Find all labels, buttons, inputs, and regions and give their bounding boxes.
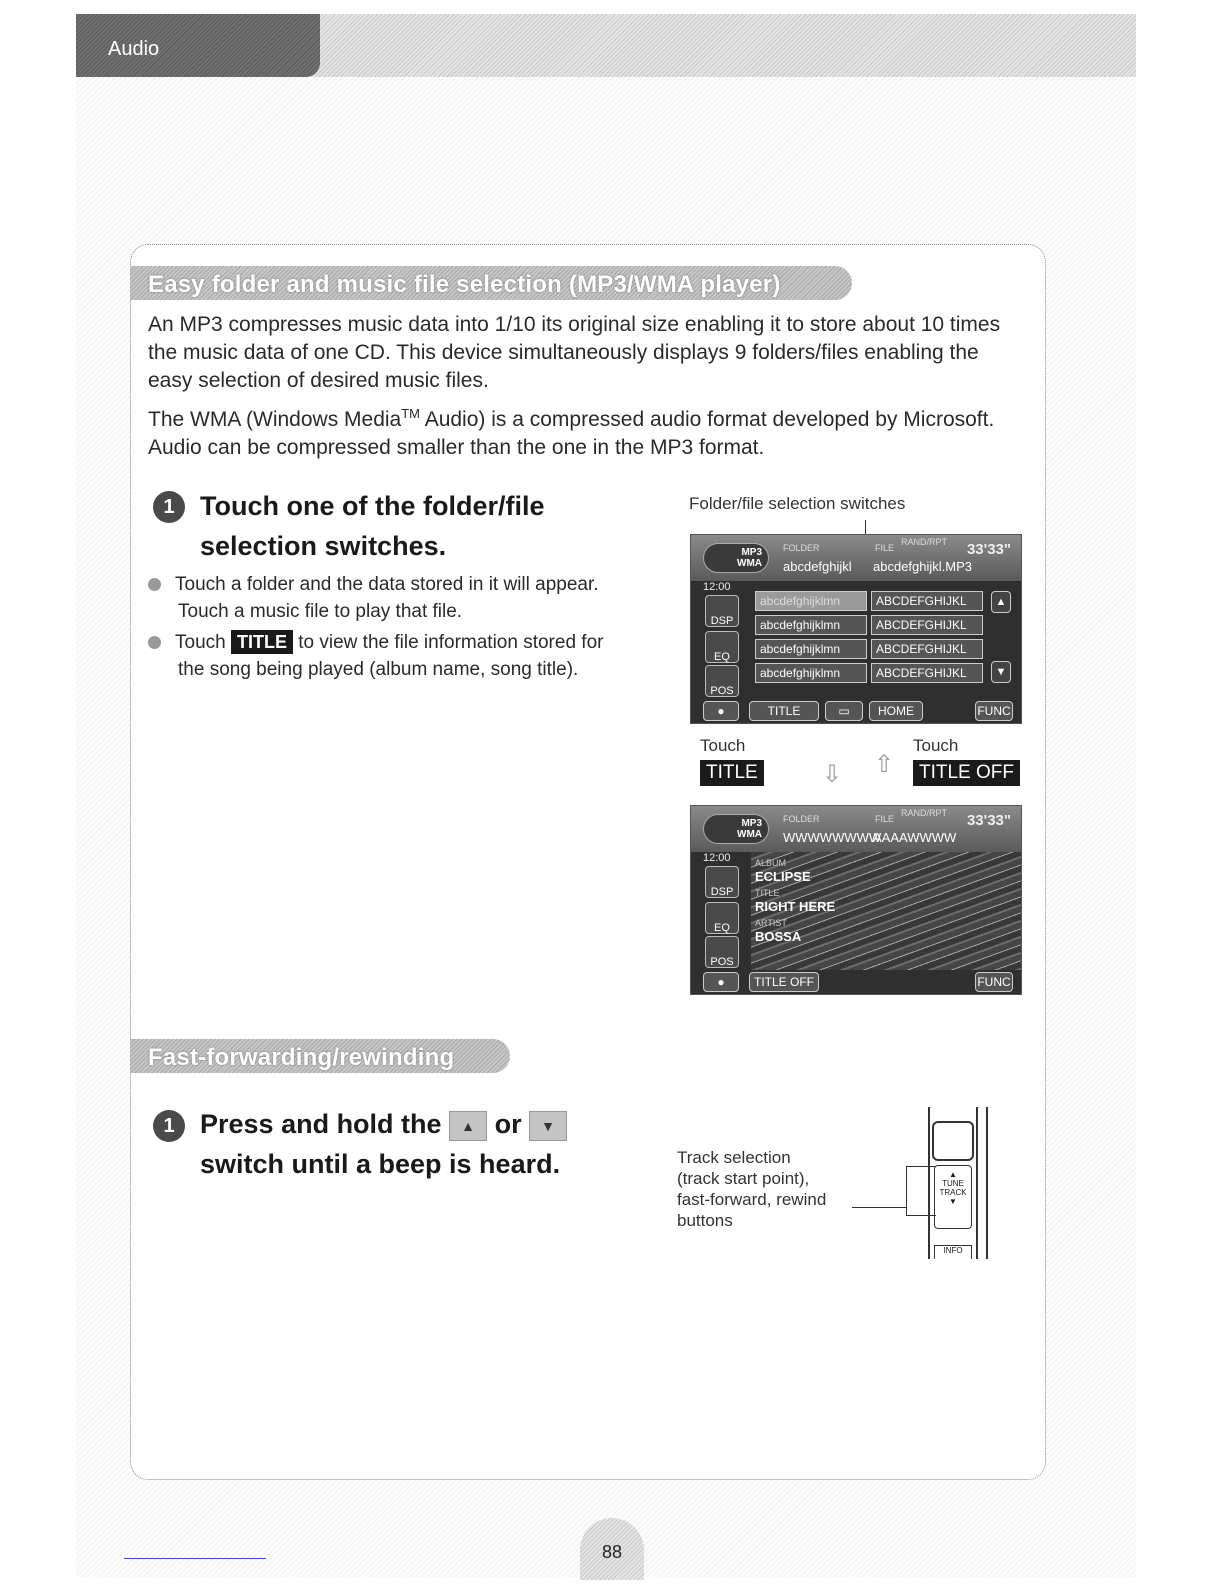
title-off-key-label: TITLE OFF [913,760,1020,786]
file-label: FILE [875,543,895,553]
step-number-badge: 1 [153,1110,185,1142]
eject-icon[interactable]: ● [703,972,739,992]
section-banner-folder-selection: Easy folder and music file selection (MP3/WMA player) [130,266,852,300]
step-title-line: switch until a beep is heard. [200,1149,561,1179]
file-label: FILE [875,814,895,824]
mp3-wma-badge [703,814,769,844]
eq-button[interactable]: EQ [705,902,739,934]
file-switch[interactable]: ABCDEFGHIJKL [871,591,983,611]
footer-link-line [124,1558,266,1559]
intro-wma-text: The WMA (Windows Media [148,408,402,431]
current-file: AAAAWWWW [873,830,957,845]
caption-selection-switches: Folder/file selection switches [689,494,906,513]
step-title-line: Touch one of the folder/file [200,491,545,521]
step-title [200,1104,567,1184]
scroll-down-icon[interactable]: ▼ [991,661,1011,683]
bullet-dot-icon [148,636,161,649]
bullet-dot-icon [148,578,161,591]
folder-label: FOLDER [783,814,820,824]
trademark-mark: TM [401,406,421,421]
badge-text: MP3 [741,818,762,829]
folder-switch[interactable]: abcdefghijklmn [755,591,867,611]
screen-folder-list [690,534,1022,724]
badge-text: MP3 [741,547,762,558]
elapsed-time: 33'33" [966,541,1011,558]
info-button[interactable]: INFO [934,1245,972,1259]
header-bar [76,14,1136,77]
folder-label: FOLDER [783,543,820,553]
caption-line: buttons [677,1211,733,1230]
step-title-line [200,1104,567,1144]
arrow-up-icon: ⇧ [874,751,895,778]
pos-button[interactable]: POS [705,665,739,697]
callout-line [852,1207,906,1208]
badge-text: WMA [737,558,762,569]
caption-line: fast-forward, rewind [677,1190,827,1209]
badge-text: WMA [737,829,762,840]
step-title-text: Press and hold the [200,1109,442,1139]
track-down-icon: ▼ [949,1197,957,1206]
step-title [200,486,545,566]
scroll-up-icon[interactable]: ▲ [991,591,1011,613]
step-title-line: selection switches. [200,531,447,561]
artist-label: ARTIST [755,918,787,928]
section-label: Audio [76,14,320,77]
rand-rpt-label: RAND/RPT [901,537,948,547]
tune-label: TUNE [942,1179,964,1188]
eject-icon[interactable]: ● [703,701,739,721]
file-switch[interactable]: ABCDEFGHIJKL [871,639,983,659]
step-title-text: or [494,1109,522,1139]
section-banner-fast-forward: Fast-forwarding/rewinding [130,1039,510,1073]
func-button[interactable]: FUNC [975,701,1013,721]
eq-button[interactable]: EQ [705,631,739,663]
folder-switch[interactable]: abcdefghijklmn [755,615,867,635]
title-button[interactable]: TITLE [749,701,819,721]
bullet-text: Touch a music file to play that file. [178,601,463,622]
track-down-key-icon: ▼ [529,1111,567,1141]
step-number-badge: 1 [153,491,185,523]
track-label: TRACK [939,1188,967,1197]
current-folder: WWWWWWWW [783,830,882,845]
head-unit-track-buttons [922,1107,994,1259]
intro-wma-text-rest: Audio) is a compressed audio format developed by Microsoft. Audio can be compressed smaller than the one in the MP3 format. [148,408,995,459]
album-name: ECLIPSE [755,869,811,884]
touch-label: Touch [700,736,746,755]
artist-name: BOSSA [755,929,802,944]
bullet-folder-touch [148,571,678,625]
title-label: TITLE [755,888,780,898]
file-switch[interactable]: ABCDEFGHIJKL [871,663,983,683]
dsp-button[interactable]: DSP [705,866,739,898]
intro-paragraph-mp3: An MP3 compresses music data into 1/10 its original size enabling it to store about 10 times the music data of one CD. This device simultaneously displays 9 folders/files enabling the easy selection of desired music files. [148,313,1001,392]
rand-rpt-label: RAND/RPT [901,808,948,818]
caption-track-buttons [677,1147,826,1231]
upper-button [932,1121,974,1161]
file-switch[interactable]: ABCDEFGHIJKL [871,615,983,635]
screen-title-info [690,805,1022,995]
intro-paragraph-wma [148,400,1028,462]
title-off-button[interactable]: TITLE OFF [749,972,819,992]
arrow-down-icon: ⇩ [822,761,843,788]
title-key-label: TITLE [231,630,293,654]
func-button[interactable]: FUNC [975,972,1013,992]
track-up-icon: ▲ [949,1170,957,1179]
album-label: ALBUM [755,858,787,868]
track-up-key-icon: ▲ [449,1111,487,1141]
tune-track-switch[interactable] [934,1165,972,1229]
clock: 12:00 [703,852,731,864]
folder-switch[interactable]: abcdefghijklmn [755,663,867,683]
mp3-wma-badge [703,543,769,573]
elapsed-time: 33'33" [966,812,1011,829]
folder-icon[interactable]: ▭ [825,701,863,721]
bullet-title-touch [148,629,678,683]
caption-line: (track start point), [677,1169,810,1188]
title-key-label: TITLE [700,760,764,786]
device-edge [986,1107,988,1259]
current-file: abcdefghijkl.MP3 [873,559,972,574]
current-folder: abcdefghijkl [783,559,852,574]
song-title: RIGHT HERE [755,899,836,914]
bullet-text: Touch a folder and the data stored in it will appear. [175,574,599,595]
dsp-button[interactable]: DSP [705,595,739,627]
home-button[interactable]: HOME [869,701,923,721]
clock: 12:00 [703,581,731,593]
folder-switch[interactable]: abcdefghijklmn [755,639,867,659]
bullet-text: the song being played (album name, song title). [178,659,579,680]
pos-button[interactable]: POS [705,936,739,968]
bullet-text: to view the file information stored for [298,632,604,653]
page-number: 88 [580,1518,644,1580]
bullet-text: Touch [175,632,226,653]
touch-label: Touch [913,736,959,755]
caption-line: Track selection [677,1148,791,1167]
